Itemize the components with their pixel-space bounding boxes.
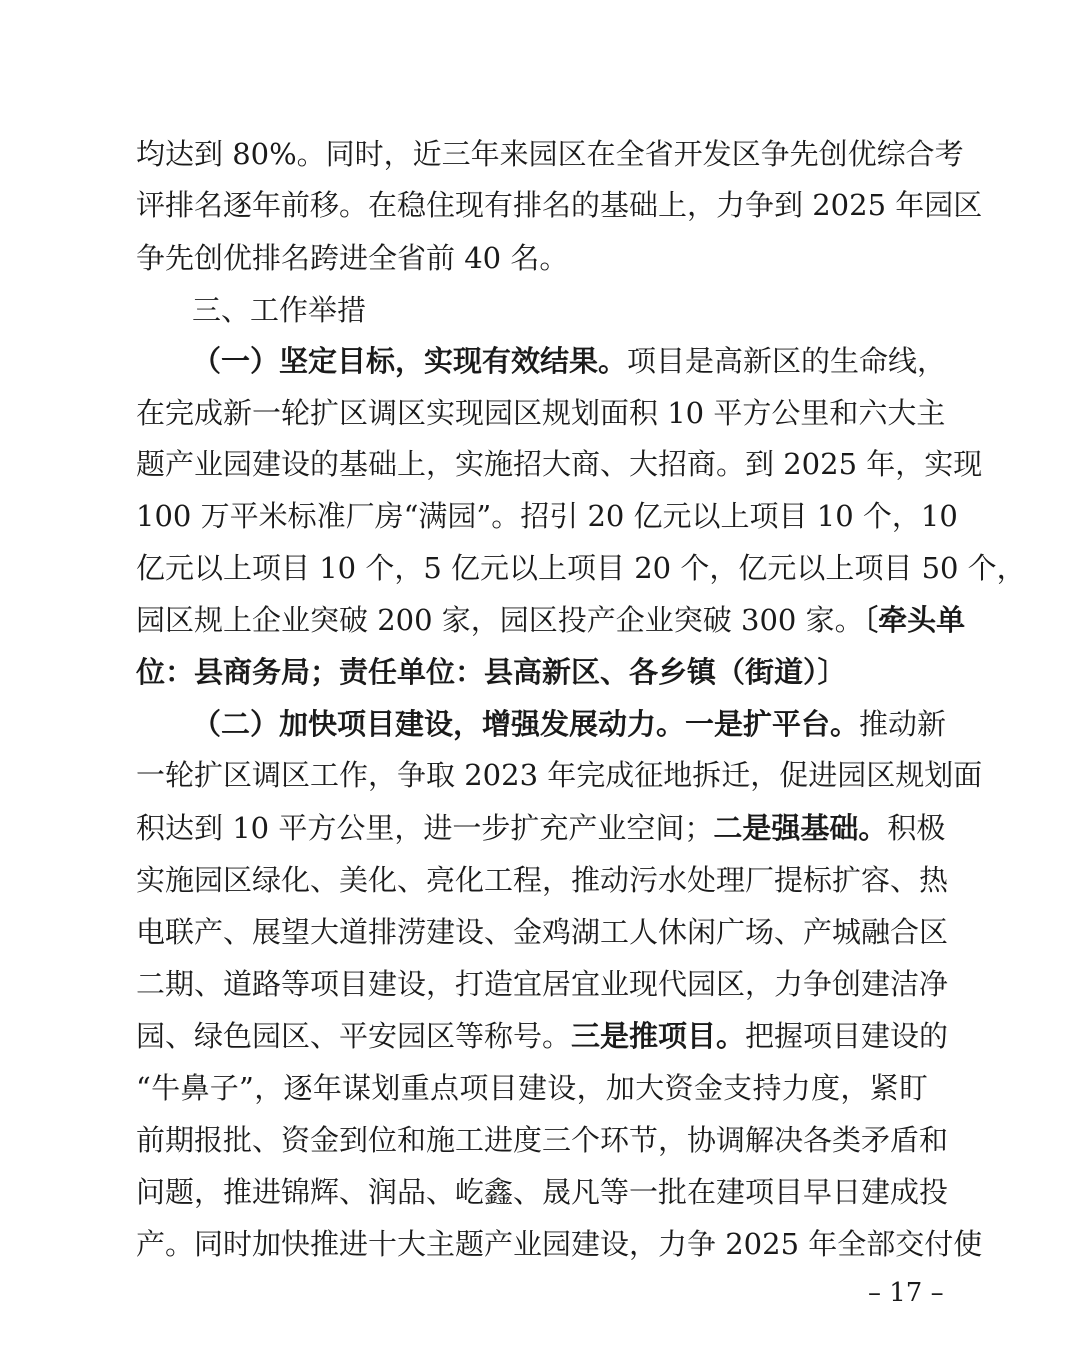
body-line-8 [136,496,958,536]
text-run: 前期报批、资金到位和施工进度三个环节，协调解决各类矛盾和 [136,1123,949,1157]
subsection-2-title: （二）加快项目建设，增强发展动力。一是扩平台。 [192,707,860,741]
subsection-2-first-line [192,704,947,744]
body-line-22 [136,1224,983,1264]
page-number: – 17 – [868,1278,944,1308]
body-line-21 [136,1172,949,1212]
body-line-15 [136,860,949,900]
heading-text: 三、工作举措 [192,293,367,327]
body-line-18 [136,1016,949,1056]
body-line-20 [136,1120,949,1160]
text-run: 实施园区绿化、美化、亮化工程，推动污水处理厂提标扩容、热 [136,863,949,897]
body-line-13 [136,755,983,795]
text-run: 二期、道路等项目建设，打造宜居宜业现代园区，力争创建洁净 [136,967,949,1001]
text-run: 争先创优排名跨进全省前 40 名。 [136,241,569,275]
subsection-1-title: （一）坚定目标，实现有效结果。 [192,344,628,378]
section-heading [192,290,366,330]
point-3-title: 三是推项目。 [571,1019,746,1053]
subsection-1-first-line [192,341,947,381]
text-run: 100 万平米标准厂房“满园”。招引 20 亿元以上项目 10 个，10 [136,499,958,533]
body-line-19 [136,1068,928,1108]
text-run: 园、绿色园区、平安园区等称号。 [136,1019,572,1053]
body-line-10 [136,600,966,640]
text-run: 电联产、展望大道排涝建设、金鸡湖工人休闲广场、产城融合区 [136,915,949,949]
body-line-6 [136,393,946,433]
text-run: 积达到 10 平方公里，进一步扩充产业空间； [136,811,714,845]
text-run: 题产业园建设的基础上，实施招大商、大招商。到 2025 年，实现 [136,447,983,481]
body-line-3 [136,238,568,278]
body-line-7 [136,444,983,484]
body-line-1 [136,134,964,174]
text-run: 评排名逐年前移。在稳住现有排名的基础上，力争到 2025 年园区 [136,188,983,222]
responsibility-note: 位：县商务局；责任单位：县高新区、各乡镇（街道）〕 [136,655,847,689]
body-line-16 [136,912,949,952]
text-run: 项目是高新区的生命线， [627,344,947,378]
text-run: 产。同时加快推进十大主题产业园建设，力争 2025 年全部交付使 [136,1227,983,1261]
text-run: 一轮扩区调区工作，争取 2023 年完成征地拆迁，促进园区规划面 [136,758,983,792]
text-run: 问题，推进锦辉、润品、屹鑫、晟凡等一批在建项目早日建成投 [136,1175,949,1209]
text-run: 在完成新一轮扩区调区实现园区规划面积 10 平方公里和六大主 [136,396,946,430]
text-run: 园区规上企业突破 200 家，园区投产企业突破 300 家。 [136,603,864,637]
text-run: 推动新 [859,707,947,741]
text-run: 亿元以上项目 10 个，5 亿元以上项目 20 个，亿元以上项目 50 个， [136,551,1026,585]
text-run: 积极 [887,811,946,845]
responsibility-note-line [136,652,847,692]
text-run: 把握项目建设的 [745,1019,949,1053]
body-line-2 [136,185,983,225]
body-line-14 [136,808,946,848]
body-line-17 [136,964,949,1004]
responsibility-note: 〔牵头单 [863,603,966,637]
text-run: “牛鼻子”，逐年谋划重点项目建设，加大资金支持力度，紧盯 [136,1071,928,1105]
point-2-title: 二是强基础。 [713,811,888,845]
body-line-9 [136,548,1026,588]
text-run: 均达到 80%。同时，近三年来园区在全省开发区争先创优综合考 [136,137,964,171]
